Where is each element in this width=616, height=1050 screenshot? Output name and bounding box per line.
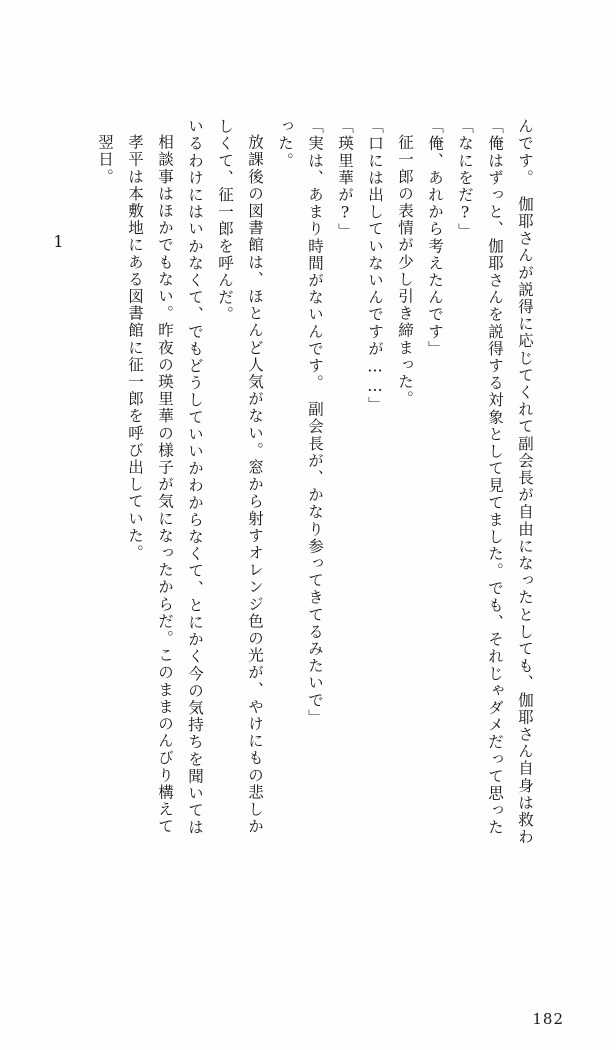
text-column: 「俺、あれから考えたんです」 [426, 118, 444, 358]
text-column: 「実は、あまり時間がないんです。 副会長が、かなり参ってきてるみたいで」 [306, 118, 324, 726]
text-column: 翌日。 [96, 134, 114, 186]
section-number: 1 [49, 232, 68, 251]
text-column: 「口には出していないんですが……」 [366, 118, 384, 414]
text-column: いるわけにはいかなくて、でもどうしていいかわからなくて、とにかく今の気持ちを聞いては [186, 118, 204, 837]
text-column: 「俺はずっと、伽耶さんを説得する対象として見てました。でも、それじゃダメだって思った [486, 118, 504, 837]
text-column: しくて、征一郎を呼んだ。 [216, 118, 234, 324]
text-column: んです。 伽耶さんが説得に応じてくれて副会長が自由になったとしても、伽耶さん自身は救わ [516, 118, 534, 846]
text-column: った。 [276, 118, 294, 170]
text-column [49, 118, 82, 251]
text-column: 孝平は本敷地にある図書館に征一郎を呼び出していた。 [126, 134, 144, 562]
text-column: 征一郎の表情が少し引き締まった。 [396, 134, 414, 408]
text-column: 放課後の図書館は、ほとんど人気がない。窓から射すオレンジ色の光が、やけにもの悲しか [246, 134, 264, 836]
text-column: 「瑛里華が?」 [336, 118, 354, 241]
page-number: 182 [532, 1010, 564, 1028]
vertical-text-block [49, 118, 564, 978]
text-column: 相談事はほかでもない。昨夜の瑛里華の様子が気になったからだ。このままのんびり構えて [156, 134, 174, 836]
text-column: 「なにをだ?」 [456, 118, 474, 241]
